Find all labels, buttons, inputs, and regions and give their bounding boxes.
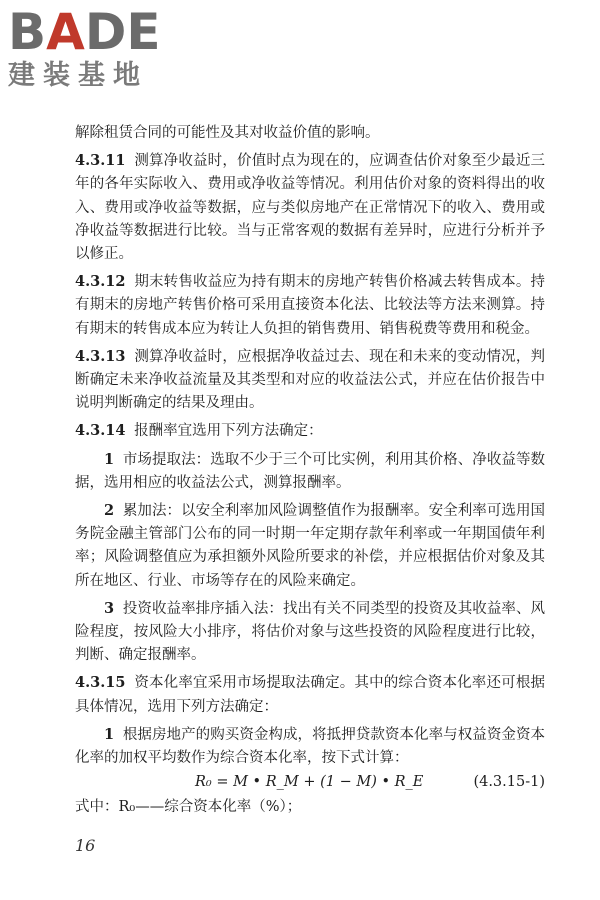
list-item: [75, 448, 545, 495]
logo-subtitle: 建装基地: [8, 60, 148, 91]
clause-number: 4.3.13: [75, 347, 126, 365]
paragraph-text: 解除租赁合同的可能性及其对收益价值的影响。: [75, 125, 380, 141]
logo-letter-a: A: [46, 3, 85, 61]
logo-letters-right: DE: [84, 3, 161, 61]
formula-row: [75, 770, 545, 796]
where-clause: [75, 796, 545, 819]
clause-number: 4.3.12: [75, 273, 126, 291]
where-text: 式中：R₀——综合资本化率（%）；: [75, 799, 302, 816]
list-item: [75, 723, 545, 770]
item-text: 根据房地产的购买资金构成，将抵押贷款资本化率与权益资金资本化率的加权平均数作为综合资本化率，按下式计算：: [75, 726, 545, 767]
document-body: [75, 122, 545, 819]
clause-text: 测算净收益时，应根据净收益过去、现在和未来的变动情况，判断确定未来净收益流量及其类型和对应的收益法公式，并应在估价报告中说明判断确定的结果及理由。: [75, 348, 545, 412]
clause-text: 报酬率宜选用下列方法确定：: [134, 423, 323, 440]
clause-number: 4.3.14: [75, 422, 126, 440]
item-number: 3: [104, 599, 115, 617]
item-text: 累加法：以安全利率加风险调整值作为报酬率。安全利率可选用国务院金融主管部门公布的同一时期一年定期存款年利率或一年期国债年利率；风险调整值应为承担额外风险所要求的补偿，并应根据估价对象及其所在地区、行业、市场等存在的风险来确定。: [75, 503, 545, 589]
clause-text: 资本化率宜采用市场提取法确定。其中的综合资本化率还可根据具体情况，选用下列方法确定：: [75, 675, 545, 715]
item-number: 1: [104, 450, 115, 468]
page-number: 16: [75, 836, 96, 855]
logo-letters-left: B: [8, 3, 47, 61]
item-text: 投资收益率排序插入法：找出有关不同类型的投资及其收益率、风险程度，按风险大小排序，将估价对象与这些投资的风险程度进行比较，判断、确定报酬率。: [75, 600, 545, 664]
clause-4-3-15: [75, 671, 545, 718]
clause-4-3-13: [75, 345, 545, 416]
equation-number: (4.3.15-1): [473, 774, 545, 791]
paragraph-continuation: [75, 122, 545, 145]
clause-4-3-11: [75, 149, 545, 266]
item-number: 1: [104, 725, 115, 743]
clause-number: 4.3.15: [75, 674, 126, 692]
logo-wordmark: [8, 3, 178, 61]
clause-text: 期末转售收益应为持有期末的房地产转售价格减去转售成本。持有期末的房地产转售价格可采用直接资本化法、比较法等方法来测算。持有期末的转售成本应为转让人负担的销售费用、销售税费等费用和税金。: [75, 274, 545, 337]
formula: R₀ = M • R_M + (1 − M) • R_E: [195, 774, 424, 791]
clause-4-3-14: [75, 419, 545, 443]
brand-logo: [8, 3, 178, 92]
list-item: [75, 499, 545, 593]
clause-number: 4.3.11: [75, 152, 126, 170]
clause-text: 测算净收益时，价值时点为现在的，应调查估价对象至少最近三年的各年实际收入、费用或净收益等情况。利用估价对象的资料得出的收入、费用或净收益等数据，应与类似房地产在正常情况下的收入、费用或净收益等数据进行比较。当与正常客观的数据有差异时，应进行分析并予以修正。: [75, 153, 545, 263]
item-number: 2: [104, 502, 115, 520]
clause-4-3-12: [75, 270, 545, 341]
item-text: 市场提取法：选取不少于三个可比实例，利用其价格、净收益等数据，选用相应的收益法公式，测算报酬率。: [75, 451, 545, 491]
list-item: [75, 597, 545, 668]
